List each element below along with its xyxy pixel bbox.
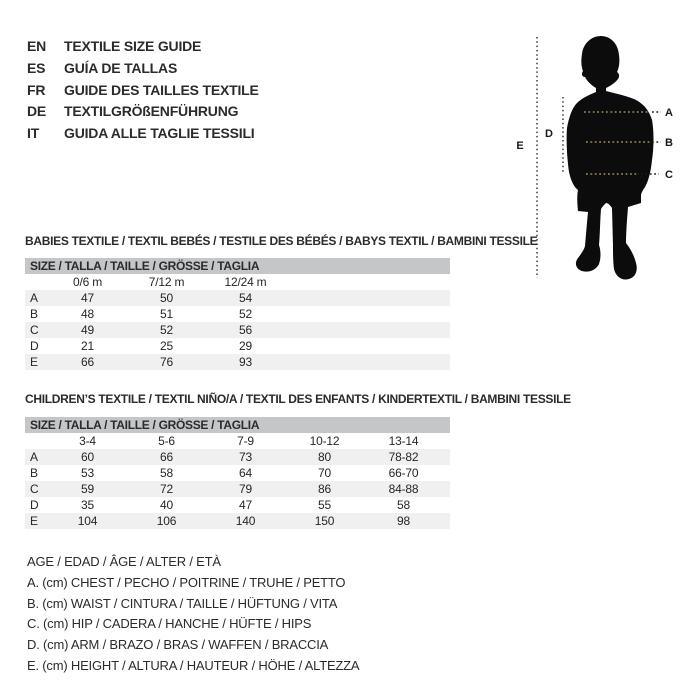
row-label: A: [30, 450, 38, 464]
column-header: 0/6 m: [72, 275, 102, 289]
table-cell: 66: [160, 450, 173, 464]
table-cell: 79: [239, 482, 252, 496]
legend-line-height: E. (cm) HEIGHT / ALTURA / HAUTEUR / HÖHE / ALTEZZA: [27, 657, 360, 673]
children-column-header-row: [25, 433, 450, 449]
table-row: [25, 513, 450, 529]
table-cell: 66-70: [388, 466, 419, 480]
table-cell: 59: [81, 482, 94, 496]
table-row: [25, 449, 450, 465]
table-cell: 47: [81, 291, 94, 305]
row-label: D: [30, 339, 39, 353]
legend-line-waist: B. (cm) WAIST / CINTURA / TAILLE / HÜFTUNG / VITA: [27, 595, 338, 611]
lang-code: DE: [27, 103, 47, 120]
table-row: [25, 497, 450, 513]
measurement-label-c: C: [665, 169, 673, 181]
table-cell: 52: [239, 307, 252, 321]
children-section-title: CHILDREN’S TEXTILE / TEXTIL NIÑO/A / TEXTIL DES ENFANTS / KINDERTEXTIL / BAMBINI TESSILE: [25, 392, 571, 406]
table-cell: 76: [160, 355, 173, 369]
lang-code: ES: [27, 59, 46, 76]
table-cell: 86: [318, 482, 331, 496]
column-header: 13-14: [388, 434, 419, 448]
legend-line-chest: A. (cm) CHEST / PECHO / POITRINE / TRUHE / PETTO: [27, 574, 346, 590]
table-cell: 47: [239, 498, 252, 512]
babies-table-header-bar: SIZE / TALLA / TAILLE / GRÖSSE / TAGLIA: [25, 258, 450, 274]
table-cell: 35: [81, 498, 94, 512]
children-table-header-bar: SIZE / TALLA / TAILLE / GRÖSSE / TAGLIA: [25, 417, 450, 433]
table-cell: 78-82: [388, 450, 419, 464]
measurement-label-e: E: [516, 140, 524, 152]
row-label: E: [30, 514, 38, 528]
legend-line-age: AGE / EDAD / ÂGE / ALTER / ETÀ: [27, 554, 221, 569]
table-cell: 25: [160, 339, 173, 353]
lang-code: IT: [27, 125, 40, 142]
lang-title: GUIDE DES TAILLES TEXTILE: [64, 81, 259, 98]
table-cell: 98: [397, 514, 410, 528]
measurement-label-a: A: [665, 107, 673, 119]
table-row: [25, 481, 450, 497]
table-cell: 29: [239, 339, 252, 353]
babies-section-title: BABIES TEXTILE / TEXTIL BEBÉS / TESTILE DES BÉBÉS / BABYS TEXTIL / BAMBINI TESSILE: [25, 234, 538, 248]
row-label: C: [30, 323, 39, 337]
table-cell: 49: [81, 323, 94, 337]
corner-cell: [25, 433, 48, 449]
table-cell: 106: [156, 514, 177, 528]
lang-title: GUÍA DE TALLAS: [64, 59, 178, 76]
babies-table: [25, 258, 450, 370]
column-header: 7/12 m: [148, 275, 185, 289]
measurement-legend: [27, 552, 359, 677]
table-cell: 58: [160, 466, 173, 480]
column-header: 10-12: [309, 434, 340, 448]
measurement-figure: [495, 28, 700, 290]
table-cell: 60: [81, 450, 94, 464]
table-cell: 52: [160, 323, 173, 337]
row-label: C: [30, 482, 39, 496]
lang-title: TEXTILE SIZE GUIDE: [64, 38, 202, 54]
table-row: [25, 322, 450, 338]
table-cell: 51: [160, 307, 173, 321]
table-cell: 70: [318, 466, 331, 480]
row-label: E: [30, 355, 38, 369]
table-cell: 140: [235, 514, 256, 528]
table-cell: 64: [239, 466, 252, 480]
lang-row-en: [27, 36, 259, 58]
table-row: [25, 354, 450, 370]
lang-title: TEXTILGRÖßENFÜHRUNG: [64, 103, 239, 120]
table-cell: 80: [318, 450, 331, 464]
row-label: D: [30, 498, 39, 512]
column-header: 7-9: [237, 434, 254, 448]
legend-line-arm: D. (cm) ARM / BRAZO / BRAS / WAFFEN / BRACCIA: [27, 637, 329, 653]
language-title-block: [27, 36, 259, 145]
lang-row-it: [27, 123, 259, 145]
lang-title: GUIDA ALLE TAGLIE TESSILI: [64, 125, 255, 142]
corner-cell: [25, 274, 48, 290]
table-cell: 48: [81, 307, 94, 321]
babies-column-header-row: [25, 274, 450, 290]
measurement-label-b: B: [665, 137, 673, 149]
column-header: 5-6: [158, 434, 175, 448]
measurement-label-d: D: [545, 128, 553, 140]
table-cell: 54: [239, 291, 252, 305]
row-label: B: [30, 307, 38, 321]
table-row: [25, 465, 450, 481]
table-cell: 53: [81, 466, 94, 480]
table-cell: 50: [160, 291, 173, 305]
table-row: [25, 290, 450, 306]
lang-row-fr: [27, 80, 259, 102]
table-cell: 104: [77, 514, 98, 528]
table-row: [25, 338, 450, 354]
table-cell: 150: [314, 514, 335, 528]
lang-row-de: [27, 101, 259, 123]
column-header: 3-4: [79, 434, 96, 448]
row-label: A: [30, 291, 38, 305]
table-row: [25, 306, 450, 322]
lang-row-es: [27, 58, 259, 80]
child-silhouette-icon: [567, 36, 654, 280]
lang-code: FR: [27, 81, 46, 98]
children-table: [25, 417, 450, 529]
table-cell: 72: [160, 482, 173, 496]
legend-line-hip: C. (cm) HIP / CADERA / HANCHE / HÜFTE / HIPS: [27, 616, 312, 632]
table-cell: 21: [81, 339, 94, 353]
table-cell: 84-88: [388, 482, 419, 496]
table-cell: 55: [318, 498, 331, 512]
lang-code: EN: [27, 38, 47, 54]
table-cell: 93: [239, 355, 252, 369]
table-cell: 58: [397, 498, 410, 512]
table-cell: 56: [239, 323, 252, 337]
table-cell: 73: [239, 450, 252, 464]
table-cell: 66: [81, 355, 94, 369]
row-label: B: [30, 466, 38, 480]
column-header: 12/24 m: [224, 275, 267, 289]
table-cell: 40: [160, 498, 173, 512]
